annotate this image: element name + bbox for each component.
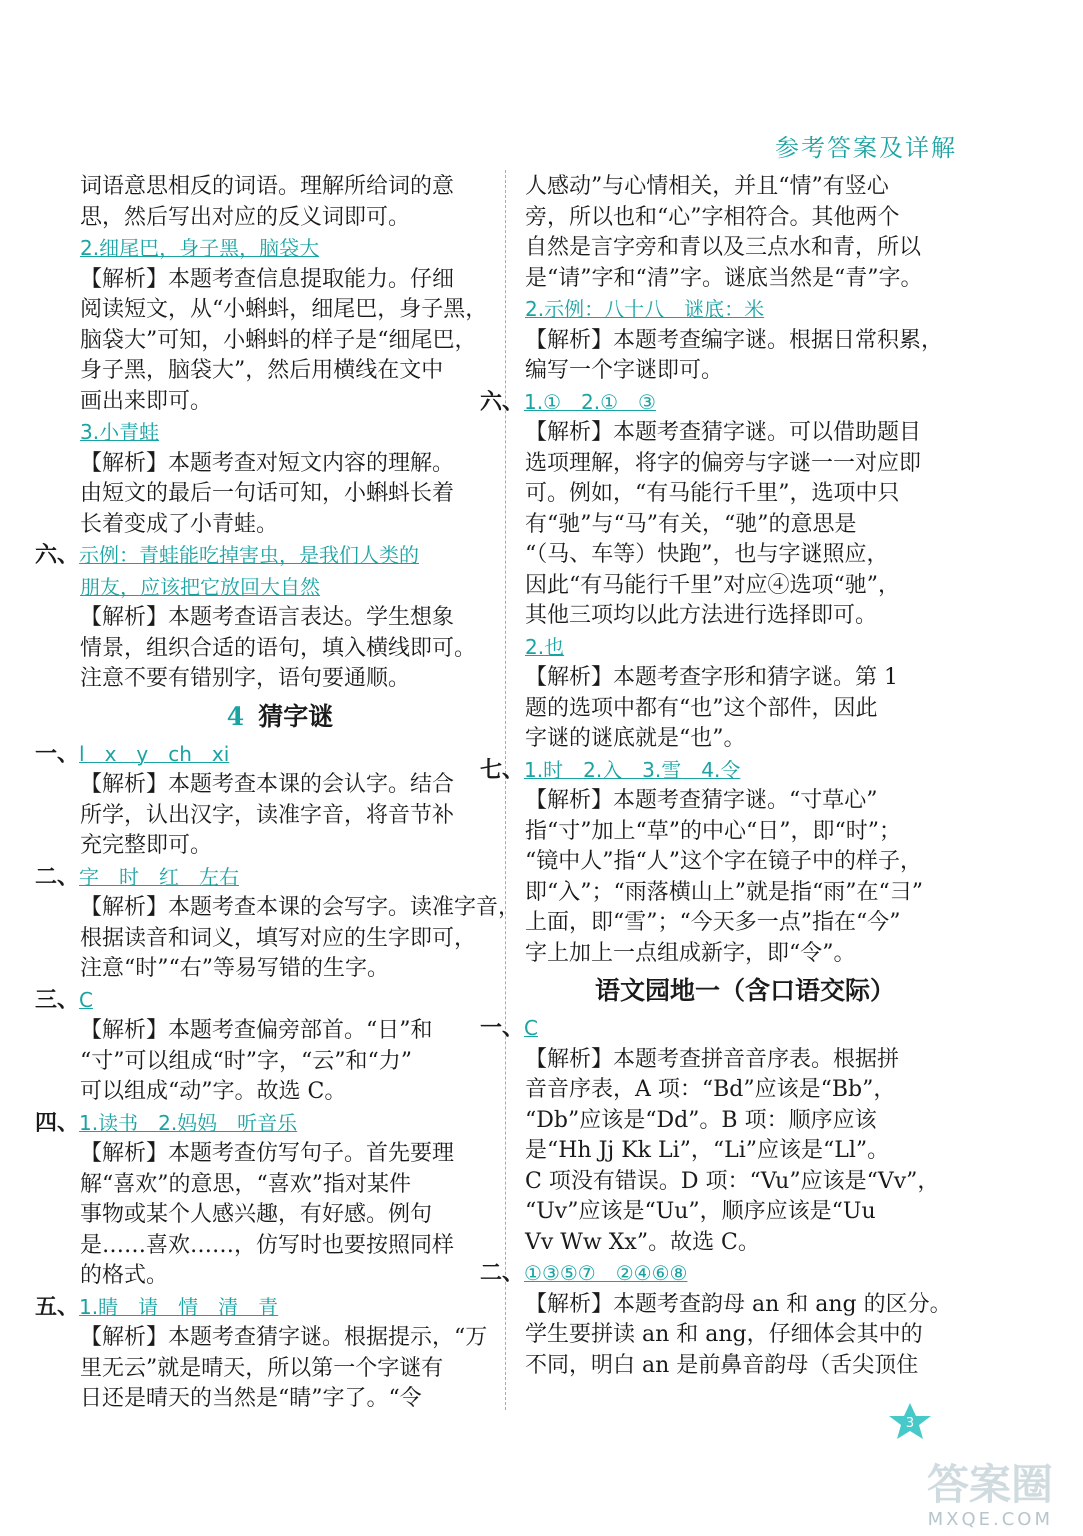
explanation-line: 【解析】本题考查猜字谜。“寸草心” bbox=[525, 788, 878, 813]
explanation-line: 情景，组织合适的语句，填入横线即可。 bbox=[80, 635, 477, 661]
explanation-line: 里无云”就是晴天，所以第一个字谜有 bbox=[80, 1355, 444, 1381]
answer-text: 3.小青蛙 bbox=[80, 420, 160, 444]
explanation-line: 【解析】本题考查仿写句子。首先要理 bbox=[80, 1141, 455, 1166]
answer-text: 1.① 2.① ③ bbox=[524, 389, 656, 414]
explanation-line: 【解析】本题考查猜字谜。可以借助题目 bbox=[525, 420, 922, 445]
explanation-line: 【解析】本题考查编字谜。根据日常积累， bbox=[525, 327, 944, 353]
explanation-line: 事物或某个人感兴趣，有好感。例句 bbox=[80, 1202, 433, 1227]
answer-text: 2.示例：八十八 谜底：米 bbox=[525, 297, 765, 321]
question-number: 二、 bbox=[35, 863, 80, 890]
question-answer-line bbox=[35, 540, 435, 572]
explanation-line: 是……喜欢……，仿写时也要按照同样 bbox=[80, 1232, 455, 1258]
question-number: 六、 bbox=[35, 542, 80, 568]
answer-text: 字 时 红 左右 bbox=[79, 864, 240, 889]
explanation-line: “Db”应该是“Dd”。B 项：顺序应该 bbox=[525, 1107, 877, 1133]
explanation-line: 音音序表，A 项：“Bd”应该是“Bb”， bbox=[525, 1077, 896, 1102]
question-number: 二、 bbox=[480, 1260, 525, 1286]
question-number: 四、 bbox=[35, 1109, 80, 1136]
answer-text: 示例：青蛙能吃掉害虫，是我们人类的 bbox=[79, 543, 420, 567]
question-answer-line bbox=[35, 862, 435, 894]
question-number: 六、 bbox=[480, 388, 525, 415]
explanation-line: “寸”可以组成“时”字，“云”和“力” bbox=[80, 1048, 412, 1074]
question-number: 七、 bbox=[480, 756, 525, 783]
explanation-line: Vv Ww Xx”。故选 C。 bbox=[525, 1229, 760, 1255]
column-divider bbox=[505, 170, 506, 1410]
answer-text: 朋友，应该把它放回大自然 bbox=[80, 574, 320, 599]
explanation-line: 阅读短文，从“小蝌蚪，细尾巴，身子黑， bbox=[80, 297, 488, 322]
explanation-line: C 项没有错误。D 项：“Vu”应该是“Vv”， bbox=[525, 1168, 940, 1194]
explanation-line: 有“驰”与“马”有关，“驰”的意思是 bbox=[525, 511, 857, 537]
answer-text: C bbox=[524, 1016, 538, 1040]
explanation-line: 脑袋大”可知，小蝌蚪的样子是“细尾巴， bbox=[80, 327, 477, 353]
explanation-line: 日还是晴天的当然是“睛”字了。“令 bbox=[80, 1386, 422, 1411]
section-title-text: 语文园地一（含口语交际） bbox=[594, 976, 895, 1005]
explanation-line: 可。例如，“有马能行千里”，选项中只 bbox=[525, 481, 900, 506]
explanation-line: 长着变成了小青蛙。 bbox=[80, 511, 279, 537]
question-number: 一、 bbox=[35, 740, 80, 767]
explanation-line: 自然是言字旁和青以及三点水和青，所以 bbox=[525, 235, 922, 260]
question-answer-line bbox=[480, 755, 920, 787]
question-answer-line bbox=[35, 739, 435, 771]
answer-text: 1.读书 2.妈妈 听音乐 bbox=[79, 1110, 298, 1135]
explanation-line: 充完整即可。 bbox=[80, 833, 213, 858]
explanation-line: 的格式。 bbox=[80, 1263, 169, 1288]
answer-line bbox=[80, 417, 480, 449]
answer-line bbox=[525, 632, 965, 664]
explanation-line: “Uv”应该是“Uu”，顺序应该是“Uu bbox=[525, 1199, 876, 1224]
explanation-line: 不同，明白 an 是前鼻音韵母（舌尖顶住 bbox=[525, 1352, 919, 1378]
explanation-line: 注意不要有错别字，语句要通顺。 bbox=[80, 666, 411, 691]
answer-text: 1.时 2.入 3.雪 4.令 bbox=[524, 757, 741, 782]
question-answer-line bbox=[35, 1292, 435, 1324]
left-column bbox=[35, 172, 521, 1415]
watermark-url: MXQE.COM bbox=[927, 1509, 1053, 1530]
section-title-text: 猜字谜 bbox=[258, 701, 334, 731]
explanation-line: 词语意思相反的词语。理解所给词的意 bbox=[80, 174, 455, 199]
explanation-line: 【解析】本题考查本课的会认字。结合 bbox=[80, 772, 455, 797]
explanation-line: 即“入”；“雨落横山上”就是指“雨”在“彐” bbox=[525, 879, 923, 905]
question-answer-line bbox=[35, 1108, 435, 1140]
watermark-logo: 答案圈 bbox=[926, 1460, 1053, 1509]
explanation-line: 注意“时”“右”等易写错的生字。 bbox=[80, 956, 389, 981]
explanation-line: 其他三项均以此方法进行选择即可。 bbox=[525, 603, 878, 628]
question-answer-line bbox=[480, 387, 920, 419]
question-answer-line bbox=[480, 1258, 920, 1290]
answer-text: l x y ch xi bbox=[79, 741, 230, 766]
question-number: 五、 bbox=[35, 1293, 80, 1320]
answer-text: C bbox=[79, 987, 93, 1012]
page-number: 3 bbox=[905, 1416, 915, 1431]
explanation-line: 画出来即可。 bbox=[80, 388, 213, 414]
explanation-line: 由短文的最后一句话可知，小蝌蚪长着 bbox=[80, 481, 455, 506]
explanation-line: 编写一个字谜即可。 bbox=[525, 358, 724, 383]
page-header: 参考答案及详解 bbox=[775, 134, 957, 162]
explanation-line: “（马、车等）快跑”，也与字谜照应， bbox=[525, 542, 889, 567]
explanation-line: 【解析】本题考查拼音音序表。根据拼 bbox=[525, 1046, 900, 1072]
answer-text: ①③⑤⑦ ②④⑥⑧ bbox=[524, 1261, 688, 1285]
explanation-line: 【解析】本题考查信息提取能力。仔细 bbox=[80, 266, 455, 292]
explanation-line: 字谜的谜底就是“也”。 bbox=[525, 726, 746, 751]
explanation-line: “镜中人”指“人”这个字在镜子中的样子， bbox=[525, 849, 922, 874]
explanation-line: 旁，所以也和“心”字相符合。其他两个 bbox=[525, 204, 900, 230]
explanation-line: 【解析】本题考查韵母 an 和 ang 的区分。 bbox=[525, 1291, 952, 1317]
answer-text: 2.细尾巴，身子黑，脑袋大 bbox=[80, 236, 320, 260]
explanation-line: 可以组成“动”字。故选 C。 bbox=[80, 1079, 347, 1104]
explanation-line: 根据读音和词义，填写对应的生字即可， bbox=[80, 925, 477, 951]
explanation-line: 因此“有马能行千里”对应④选项“驰”， bbox=[525, 572, 900, 598]
question-number: 一、 bbox=[480, 1015, 525, 1041]
explanation-line: 【解析】本题考查偏旁部首。“日”和 bbox=[80, 1018, 433, 1043]
explanation-line: 学生要拼读 an 和 ang，仔细体会其中的 bbox=[525, 1322, 923, 1347]
explanation-line: 【解析】本题考查本课的会写字。读准字音， bbox=[80, 895, 521, 920]
explanation-line: 题的选项中都有“也”这个部件，因此 bbox=[525, 695, 878, 721]
answer-line bbox=[525, 294, 965, 326]
question-answer-line bbox=[35, 985, 435, 1017]
lesson-number: 4 bbox=[226, 701, 245, 731]
section-title bbox=[525, 969, 965, 1013]
explanation-line: 是“Hh Jj Kk Li”，“Li”应该是“Ll”。 bbox=[525, 1138, 890, 1163]
explanation-line: 人感动”与心情相关，并且“情”有竖心 bbox=[525, 174, 889, 199]
explanation-line: 上面，即“雪”；“今天多一点”指在“今” bbox=[525, 910, 901, 935]
right-column bbox=[480, 172, 965, 1381]
explanation-line: 【解析】本题考查字形和猜字谜。第 1 bbox=[525, 665, 898, 690]
explanation-line: 是“请”字和“清”字。谜底当然是“青”字。 bbox=[525, 265, 923, 291]
answer-line bbox=[80, 233, 480, 265]
explanation-line: 字上加上一点组成新字，即“令”。 bbox=[525, 940, 856, 966]
explanation-line: 思，然后写出对应的反义词即可。 bbox=[80, 204, 411, 230]
answer-line bbox=[80, 572, 480, 604]
explanation-line: 【解析】本题考查对短文内容的理解。 bbox=[80, 450, 455, 476]
section-title bbox=[80, 695, 480, 739]
explanation-line: 解“喜欢”的意思，“喜欢”指对某件 bbox=[80, 1171, 411, 1197]
explanation-line: 所学，认出汉字，读准字音，将音节补 bbox=[80, 802, 455, 828]
answer-text: 2.也 bbox=[525, 634, 565, 659]
explanation-line: 身子黑，脑袋大”，然后用横线在文中 bbox=[80, 358, 444, 383]
explanation-line: 选项理解，将字的偏旁与字谜一一对应即 bbox=[525, 450, 922, 476]
explanation-line: 指“寸”加上“草”的中心“日”，即“时”； bbox=[525, 818, 901, 844]
question-number: 三、 bbox=[35, 986, 80, 1013]
answer-text: 1.睛 请 情 清 青 bbox=[79, 1294, 279, 1319]
explanation-line: 【解析】本题考查猜字谜。根据提示，“万 bbox=[80, 1325, 488, 1350]
explanation-line: 【解析】本题考查语言表达。学生想象 bbox=[80, 605, 455, 630]
question-answer-line bbox=[480, 1013, 920, 1045]
star-icon bbox=[887, 1401, 933, 1441]
